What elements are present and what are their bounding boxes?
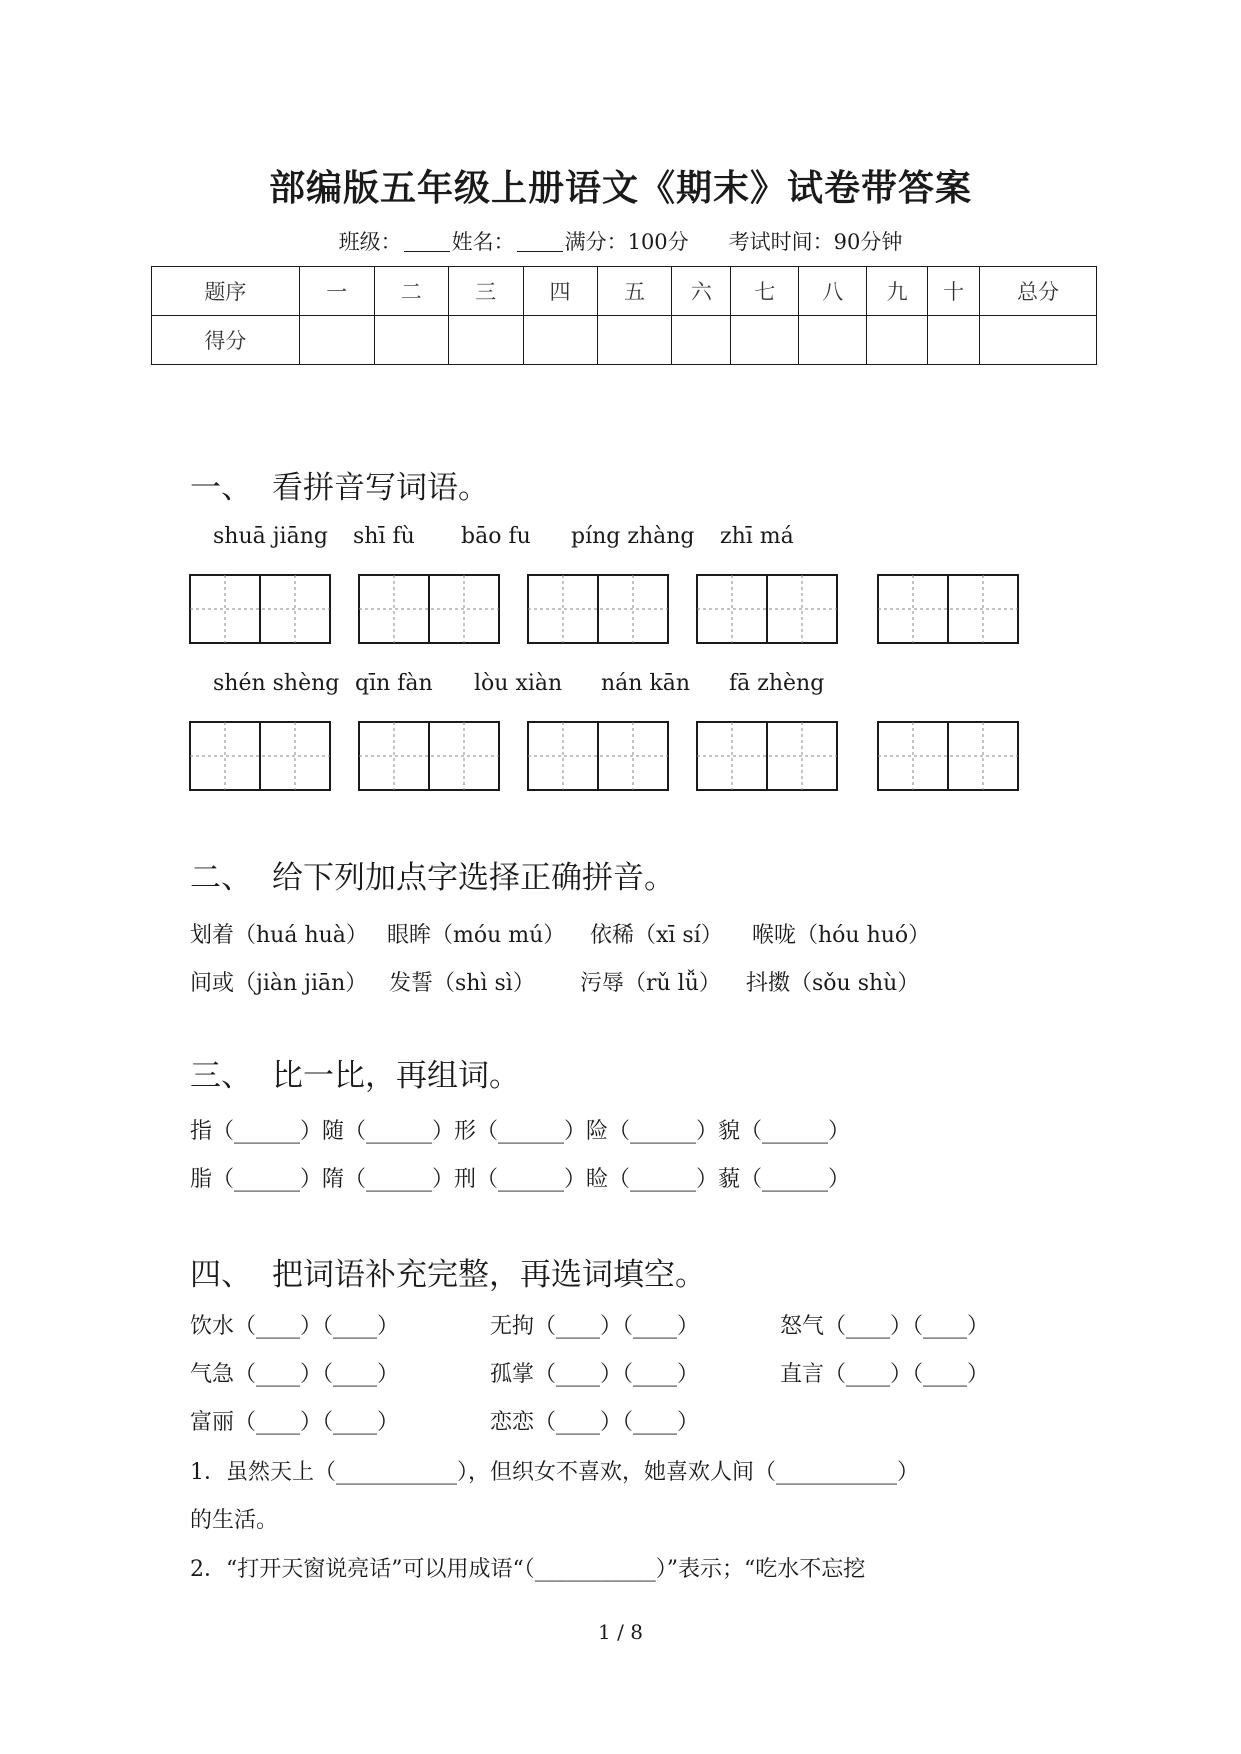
section3-number: 三、 — [190, 1058, 252, 1094]
score-cell[interactable] — [597, 316, 672, 365]
score-cell[interactable] — [523, 316, 597, 365]
section1-heading — [190, 462, 489, 507]
score-cell[interactable] — [374, 316, 448, 365]
score-cell[interactable] — [731, 316, 799, 365]
pinyin-1-2: shī fù — [353, 524, 415, 549]
score-cell[interactable] — [448, 316, 523, 365]
header-cell: 四 — [523, 267, 597, 316]
writing-grid[interactable] — [527, 721, 669, 791]
pinyin-1-4: píng zhàng — [571, 524, 695, 549]
full-score: 满分：100分 — [564, 230, 689, 254]
section1-title: 看拼音写词语。 — [272, 470, 489, 506]
writing-grid[interactable] — [527, 574, 669, 644]
s4-question-1: 1．虽然天上（___________），但织女不喜欢，她喜欢人间（___________） — [190, 1460, 919, 1485]
s4-question-2: 2．“打开天窗说亮话”可以用成语“（___________）”表示；“吃水不忘挖 — [190, 1557, 866, 1582]
pinyin-2-5: fā zhèng — [729, 671, 825, 696]
class-blank[interactable] — [404, 233, 450, 252]
s4-idiom: 孤掌（____）（____） — [490, 1362, 700, 1387]
section3-heading — [190, 1050, 520, 1095]
writing-grid[interactable] — [696, 721, 838, 791]
pinyin-2-4: nán kān — [601, 671, 691, 696]
header-cell: 三 — [448, 267, 523, 316]
s4-idiom: 无拘（____）（____） — [490, 1314, 700, 1339]
page-number: 1 / 8 — [598, 1620, 643, 1644]
header-cell: 总分 — [980, 267, 1097, 316]
s4-idiom: 气急（____）（____） — [190, 1362, 400, 1387]
name-blank[interactable] — [517, 233, 563, 252]
header-cell: 题序 — [152, 267, 300, 316]
s4-question-1-cont: 的生活。 — [190, 1508, 279, 1533]
pinyin-1-3: bāo fu — [461, 524, 531, 549]
header-cell: 八 — [799, 267, 867, 316]
score-table-header-row — [152, 267, 1097, 316]
s3-line-1: 指（______）随（______）形（______）险（______）貌（______） — [190, 1119, 851, 1144]
section4-title: 把词语补充完整，再选词填空。 — [272, 1257, 706, 1293]
header-cell: 二 — [374, 267, 448, 316]
writing-grid[interactable] — [358, 574, 500, 644]
s2-item-2-4: 抖擞（sǒu shù） — [746, 971, 920, 996]
section2-title: 给下列加点字选择正确拼音。 — [272, 860, 675, 896]
name-label: 姓名： — [451, 230, 515, 254]
s4-idiom: 饮水（____）（____） — [190, 1314, 400, 1339]
s4-idiom: 怒气（____）（____） — [780, 1314, 990, 1339]
header-cell: 五 — [597, 267, 672, 316]
section4-number: 四、 — [190, 1257, 252, 1293]
writing-grid[interactable] — [189, 574, 331, 644]
score-cell[interactable] — [672, 316, 731, 365]
section4-heading — [190, 1249, 706, 1294]
score-cell[interactable] — [928, 316, 980, 365]
s2-item-1-2: 眼眸（móu mú） — [387, 923, 566, 948]
writing-grid[interactable] — [358, 721, 500, 791]
s4-idiom: 恋恋（____）（____） — [490, 1410, 700, 1435]
s3-line-2: 脂（______）隋（______）刑（______）睑（______）藐（______） — [190, 1167, 851, 1192]
exam-info-line — [0, 226, 1241, 256]
section2-heading — [190, 852, 675, 897]
score-cell[interactable] — [799, 316, 867, 365]
pinyin-1-5: zhī má — [720, 524, 794, 549]
section3-title: 比一比，再组词。 — [272, 1058, 520, 1094]
pinyin-1-1: shuā jiāng — [213, 524, 328, 549]
section1-number: 一、 — [190, 470, 252, 506]
s2-item-1-1: 划着（huá huà） — [190, 923, 368, 948]
header-cell: 七 — [731, 267, 799, 316]
row-label: 得分 — [152, 316, 300, 365]
s2-item-1-4: 喉咙（hóu huó） — [752, 923, 931, 948]
exam-time: 考试时间：90分钟 — [728, 230, 903, 254]
s4-idiom: 直言（____）（____） — [780, 1362, 990, 1387]
header-cell: 六 — [672, 267, 731, 316]
score-cell[interactable] — [867, 316, 928, 365]
s2-item-1-3: 依稀（xī sí） — [590, 923, 723, 948]
pinyin-2-3: lòu xiàn — [474, 671, 563, 696]
s4-idiom: 富丽（____）（____） — [190, 1410, 400, 1435]
s2-item-2-2: 发誓（shì sì） — [389, 971, 535, 996]
pinyin-2-1: shén shèng — [213, 671, 340, 696]
header-cell: 十 — [928, 267, 980, 316]
s2-item-2-1: 间或（jiàn jiān） — [190, 971, 368, 996]
score-cell[interactable] — [980, 316, 1097, 365]
pinyin-2-2: qīn fàn — [355, 671, 433, 696]
writing-grid[interactable] — [877, 574, 1019, 644]
writing-grid[interactable] — [696, 574, 838, 644]
writing-grid[interactable] — [189, 721, 331, 791]
section2-number: 二、 — [190, 860, 252, 896]
score-table-score-row — [152, 316, 1097, 365]
header-cell: 一 — [299, 267, 374, 316]
score-cell[interactable] — [299, 316, 374, 365]
writing-grid[interactable] — [877, 721, 1019, 791]
page-title: 部编版五年级上册语文《期末》试卷带答案 — [268, 167, 972, 209]
score-table — [151, 266, 1097, 365]
s2-item-2-3: 污辱（rǔ lǚ） — [580, 971, 721, 996]
class-label: 班级： — [338, 230, 402, 254]
header-cell: 九 — [867, 267, 928, 316]
